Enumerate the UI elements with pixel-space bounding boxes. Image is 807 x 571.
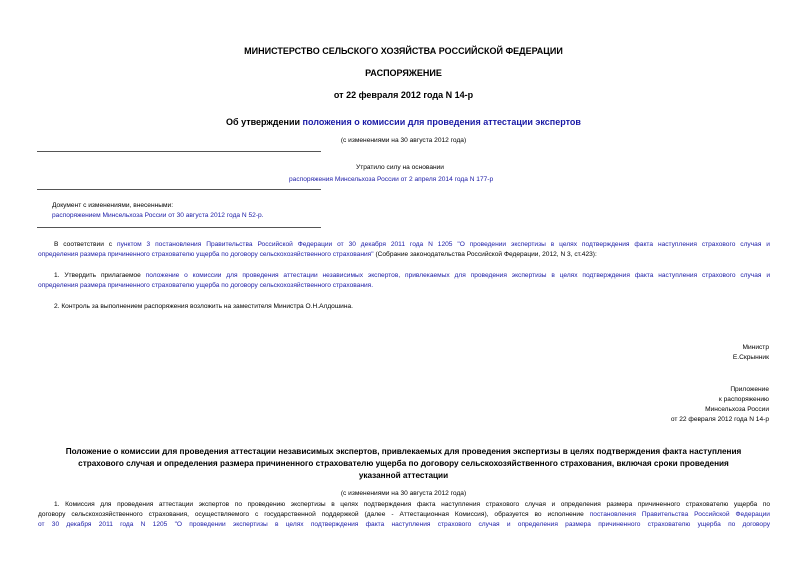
changes-note: (с изменениями на 30 августа 2012 года)	[340, 137, 467, 144]
signature-name: Е.Скрынник	[732, 354, 769, 361]
preamble-suffix: (Собрание законодательства Российской Федерации, 2012, N 3, ст.423):	[375, 251, 597, 258]
preamble-link-cont[interactable]: определения размера причиненного страхователю ущерба по договору сельскохозяйственного страхования"	[38, 251, 374, 258]
section-1-line-2	[38, 510, 770, 520]
divider	[37, 151, 321, 152]
item-1-link-cont[interactable]: определения размера причиненного страхователю ущерба по договору сельскохозяйственного страхования.	[38, 282, 374, 289]
invalid-notice-text: Утратило силу на основании	[356, 164, 444, 171]
section-1-link[interactable]: постановления Правительства Российской Федерации	[589, 511, 770, 518]
item-1-prefix: 1. Утвердить прилагаемое	[54, 272, 141, 279]
divider	[37, 189, 321, 190]
section-1-link-cont[interactable]: от 30 декабря 2011 года N 1205 "О проведении экспертизы в целях подтверждения факта наступления страхового случая и определения размера причиненного страхователю ущерба по договору	[38, 521, 770, 528]
section-1-line-1: 1. Комиссия для проведения аттестации экспертов по проведению экспертизы в целях подтверждения факта наступления страхового случая и определения размера причиненного страхователю ущерба по	[54, 501, 770, 508]
signature-position: Министр	[742, 344, 769, 351]
preamble-line-1	[54, 240, 770, 250]
doc-changes-link[interactable]: распоряжением Минсельхоза России от 30 августа 2012 года N 52-р.	[52, 212, 264, 219]
ministry-heading: МИНИСТЕРСТВО СЕЛЬСКОГО ХОЗЯЙСТВА РОССИЙСКОЙ ФЕДЕРАЦИИ	[244, 46, 563, 56]
item-1-line-2	[38, 281, 373, 291]
appendix-line-3: Минсельхоза России	[705, 406, 769, 413]
section-1-text: договору сельскохозяйственного страхования, осуществляемого с государственной поддержкой (далее - Аттестационная Комиссия), образуется во исполнение	[38, 511, 584, 518]
regulation-title-line-2: страхового случая и определения размера причиненного страхователю ущерба по договору сельскохозяйственного страхования, включая сроки проведения	[78, 459, 729, 468]
title-prefix: Об утверждении	[226, 117, 303, 127]
item-1-line-1	[54, 271, 770, 281]
page-title	[0, 117, 807, 127]
regulation-title-line-1: Положение о комиссии для проведения аттестации независимых экспертов, привлекаемых для проведения экспертизы в целях подтверждения факта наступления	[65, 447, 742, 456]
appendix-line-4: от 22 февраля 2012 года N 14-р	[670, 416, 769, 423]
preamble-line-2	[38, 250, 597, 260]
invalid-notice-link[interactable]: распоряжения Минсельхоза России от 2 апреля 2014 года N 177-р	[289, 176, 494, 183]
preamble-link[interactable]: пунктом 3 постановления Правительства Российской Федерации от 30 декабря 2011 года N 1205 "О проведении экспертизы в целях подтверждения факта наступления страхового случая и	[117, 241, 770, 248]
document-date-number: от 22 февраля 2012 года N 14-р	[333, 90, 474, 100]
appendix-line-2: к распоряжению	[718, 396, 769, 403]
preamble-prefix: В соответствии с	[54, 241, 113, 248]
item-2: 2. Контроль за выполнением распоряжения возложить на заместителя Министра О.Н.Алдошина.	[54, 303, 353, 310]
section-1-line-3	[38, 520, 770, 530]
doc-changes-label: Документ с изменениями, внесенными:	[52, 202, 174, 209]
appendix-line-1: Приложение	[730, 386, 769, 393]
document-type: РАСПОРЯЖЕНИЕ	[365, 68, 442, 78]
divider	[37, 227, 321, 228]
title-link[interactable]: положения о комиссии для проведения аттестации экспертов	[302, 117, 581, 127]
item-1-link[interactable]: положение о комиссии для проведения аттестации независимых экспертов, привлекаемых для проведения экспертизы в целях подтверждения факта наступления страхового случая и	[145, 272, 770, 279]
regulation-title-line-3: указанной аттестации	[358, 471, 449, 480]
regulation-changes-note: (с изменениями на 30 августа 2012 года)	[340, 490, 467, 497]
